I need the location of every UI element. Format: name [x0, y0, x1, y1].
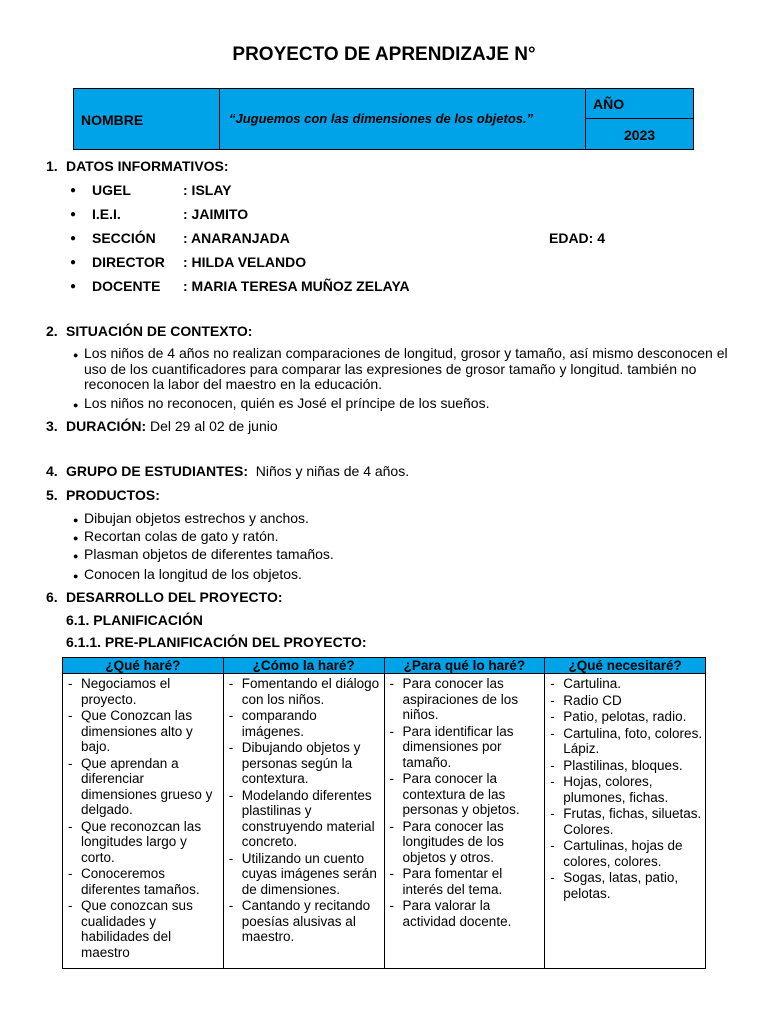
list-item: - Radio CD	[548, 693, 703, 709]
nombre-value: “Juguemos con las dimensiones de los objetos.”	[220, 89, 586, 149]
list-item	[73, 346, 728, 394]
info-value: : ISLAY	[183, 182, 232, 198]
section-title: DATOS INFORMATIVOS:	[66, 158, 229, 174]
section-3-heading	[46, 418, 278, 434]
section-1-heading	[46, 158, 229, 174]
bullet-icon: ●	[70, 209, 77, 220]
section-title: GRUPO DE ESTUDIANTES:	[66, 463, 249, 479]
bullet-icon: ●	[73, 400, 79, 410]
list-item	[73, 396, 728, 413]
header-table	[73, 88, 694, 150]
bullet-icon: ●	[70, 257, 77, 268]
planning-table	[62, 657, 706, 969]
table-header-row	[63, 658, 706, 674]
como-hare-cell	[223, 674, 384, 969]
table-header: ¿Qué haré?	[63, 658, 224, 674]
list-item	[73, 511, 573, 528]
section-6-heading	[46, 589, 283, 605]
section-5-heading	[46, 487, 160, 503]
list-item: - Modelando diferentes plastilinas y construyendo material concreto.	[227, 788, 382, 850]
list-item: - Para fomentar el interés del tema.	[388, 866, 543, 897]
bullet-icon: ●	[70, 281, 77, 292]
bullet-icon: ●	[70, 185, 77, 196]
list-item: - Cartulinas, hojas de colores, colores.	[548, 838, 703, 869]
product-text: Plasman objetos de diferentes tamaños.	[84, 546, 334, 562]
list-item	[73, 547, 573, 564]
info-label: DIRECTOR	[92, 254, 165, 270]
list-item: - Para conocer las aspiraciones de los niños.	[388, 676, 543, 723]
info-value: : MARIA TERESA MUÑOZ ZELAYA	[183, 278, 410, 294]
section-title: PRODUCTOS:	[66, 487, 160, 503]
section-number: 1.	[46, 158, 58, 174]
section-number: 6.	[46, 589, 58, 605]
product-text: Conocen la longitud de los objetos.	[84, 566, 302, 582]
bullet-icon: ●	[73, 571, 79, 581]
info-item	[70, 278, 630, 296]
list-item: - Cartulina, foto, colores. Lápiz.	[548, 726, 703, 757]
info-item	[70, 230, 630, 248]
product-text: Dibujan objetos estrechos y anchos.	[84, 510, 309, 526]
list-item: - Dibujando objetos y personas según la contextura.	[227, 740, 382, 787]
list-item: - Que aprendan a diferenciar dimensiones grueso y delgado.	[66, 756, 221, 818]
list-item: - Conoceremos diferentes tamaños.	[66, 866, 221, 897]
table-header: ¿Cómo la haré?	[223, 658, 384, 674]
table-header: ¿Para qué lo haré?	[384, 658, 545, 674]
table-header: ¿Qué necesitaré?	[545, 658, 706, 674]
list-item: - Cantando y recitando poesías alusivas al maestro.	[227, 898, 382, 945]
info-value: : JAIMITO	[183, 206, 249, 222]
group-value: Niños y niñas de 4 años.	[248, 463, 410, 479]
list-item	[73, 529, 573, 546]
bullet-icon: ●	[73, 533, 79, 543]
subsection-preplanificacion: 6.1.1. PRE-PLANIFICACIÓN DEL PROYECTO:	[66, 634, 367, 650]
section-title: DESARROLLO DEL PROYECTO:	[66, 589, 283, 605]
info-item	[70, 254, 630, 272]
list-item: - Para conocer la contextura de las personas y objetos.	[388, 771, 543, 818]
list-item	[73, 567, 573, 584]
list-item: - Sogas, latas, patio, pelotas.	[548, 870, 703, 901]
bullet-icon: ●	[73, 515, 79, 525]
list-item: - Que conozcan sus cualidades y habilidades del maestro	[66, 898, 221, 960]
bullet-icon: ●	[73, 350, 79, 360]
bullet-icon: ●	[70, 233, 77, 244]
info-item	[70, 206, 630, 224]
section-number: 2.	[46, 323, 58, 339]
bullet-icon: ●	[73, 551, 79, 561]
que-necesitare-cell	[545, 674, 706, 969]
section-number: 5.	[46, 487, 58, 503]
list-item: - Que reconozcan las longitudes largo y corto.	[66, 819, 221, 866]
list-item: - Que Conozcan las dimensiones alto y bajo.	[66, 708, 221, 755]
list-item: - Frutas, fichas, siluetas. Colores.	[548, 806, 703, 837]
info-label: UGEL	[92, 182, 131, 198]
edad-value: EDAD: 4	[549, 230, 606, 246]
list-item: - Para valorar la actividad docente.	[388, 898, 543, 929]
anio-label: AÑO	[586, 89, 693, 119]
section-title: DURACIÓN:	[66, 418, 147, 434]
info-item	[70, 182, 630, 200]
list-item: - Negociamos el proyecto.	[66, 676, 221, 707]
context-text: Los niños de 4 años no realizan comparaciones de longitud, grosor y tamaño, así mismo desconocen el uso de los cuantificadores para comparar las expresiones de grosor tamaño y longitud. también no reconocen la labor del maestro en la educación.	[84, 345, 728, 392]
para-que-cell	[384, 674, 545, 969]
product-text: Recortan colas de gato y ratón.	[84, 528, 279, 544]
list-item: - Utilizando un cuento cuyas imágenes serán de dimensiones.	[227, 851, 382, 898]
list-item: - Para conocer las longitudes de los objetos y otros.	[388, 819, 543, 866]
list-item: - Patio, pelotas, radio.	[548, 709, 703, 725]
section-4-heading	[46, 463, 409, 479]
list-item: - comparando imágenes.	[227, 708, 382, 739]
list-item: - Hojas, colores, plumones, fichas.	[548, 774, 703, 805]
info-label: I.E.I.	[92, 206, 121, 222]
table-row	[63, 674, 706, 969]
subsection-planificacion: 6.1. PLANIFICACIÓN	[66, 612, 203, 628]
list-item: - Para identificar las dimensiones por tamaño.	[388, 724, 543, 771]
info-label: SECCIÓN	[92, 230, 156, 246]
duration-value: Del 29 al 02 de junio	[146, 418, 278, 434]
que-hare-cell	[63, 674, 224, 969]
info-label: DOCENTE	[92, 278, 161, 294]
section-title: SITUACIÓN DE CONTEXTO:	[66, 323, 253, 339]
list-item: - Cartulina.	[548, 676, 703, 692]
context-text: Los niños no reconocen, quién es José el príncipe de los sueños.	[84, 395, 490, 411]
page-title: PROYECTO DE APRENDIZAJE N°	[232, 44, 536, 65]
anio-value: 2023	[624, 127, 656, 143]
list-item: - Fomentando el diálogo con los niños.	[227, 676, 382, 707]
list-item: - Plastilinas, bloques.	[548, 758, 703, 774]
nombre-label: NOMBRE	[74, 89, 220, 149]
section-2-heading	[46, 323, 252, 339]
section-number: 3.	[46, 418, 58, 434]
section-number: 4.	[46, 463, 58, 479]
info-value: : ANARANJADA	[183, 230, 290, 246]
info-value: : HILDA VELANDO	[183, 254, 307, 270]
